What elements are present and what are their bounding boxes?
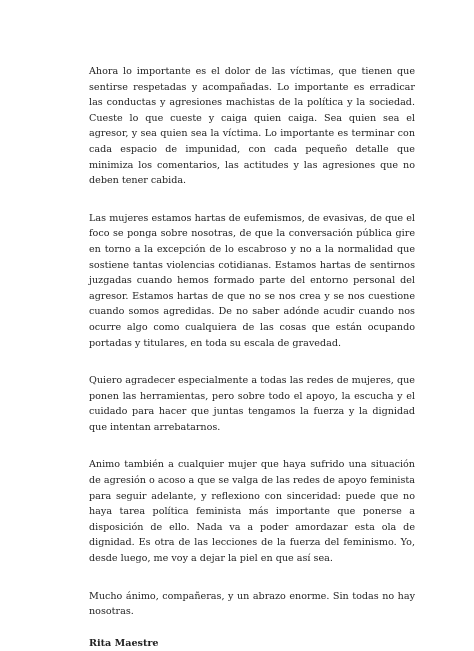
paragraph-1: Ahora lo importante es el dolor de las víctimas, que tienen que sentirse respetadas y acompañadas. Lo importante es erradicar las conductas y agresiones machistas de la política y la sociedad. Cueste lo que cueste y caiga quien caiga. Sea quien sea el agresor, y sea quien sea la víctima. Lo importante es terminar con cada espacio de impunidad, con cada pequeño detalle que minimiza los comentarios, las actitudes y las agresiones que no deben tener cabida.	[89, 66, 415, 187]
signature: Rita Maestre	[89, 637, 159, 649]
document-page	[89, 64, 415, 651]
paragraph-3: Quiero agradecer especialmente a todas las redes de mujeres, que ponen las herramientas, pero sobre todo el apoyo, la escucha y el cuidado para hacer que juntas tengamos la fuerza y la dignidad que intentan arrebatarnos.	[89, 375, 415, 433]
paragraph-5: Mucho ánimo, compañeras, y un abrazo enorme. Sin todas no hay nosotras.	[89, 590, 415, 618]
paragraph-4: Animo también a cualquier mujer que haya sufrido una situación de agresión o acoso a que se valga de las redes de apoyo feminista para seguir adelante, y reflexiono con sinceridad: puede que no haya tarea política feminista más importante que ponerse a disposición de ello. Nada va a poder amordazar esta ola de dignidad. Es otra de las lecciones de la fuerza del feminismo. Yo, desde luego, me voy a dejar la piel en que así sea.	[89, 459, 415, 565]
paragraph-2: Las mujeres estamos hartas de eufemismos, de evasivas, de que el foco se ponga sobre nosotras, de que la conversación pública gire en torno a la excepción de lo escabroso y no a la normalidad que sostiene tantas violencias cotidianas. Estamos hartas de sentirnos juzgadas cuando hemos formado parte del entorno personal del agresor. Estamos hartas de que no se nos crea y se nos cuestione cuando somos agredidas. De no saber adónde acudir cuando nos ocurre algo como cualquiera de las cosas que están ocupando portadas y titulares, en toda su escala de gravedad.	[89, 212, 415, 349]
